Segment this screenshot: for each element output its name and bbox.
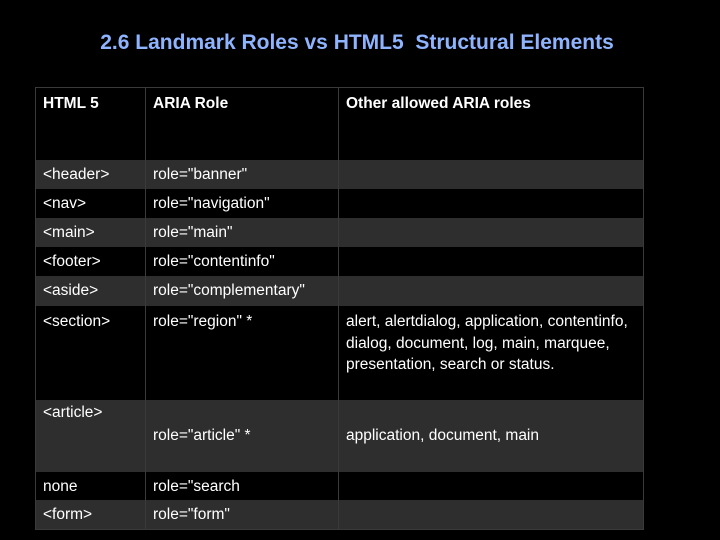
other-roles-cell: application, document, main [338,400,643,472]
header-html5: HTML 5 [43,95,99,112]
slide-title: 2.6 Landmark Roles vs HTML5 Structural Elements [100,31,614,54]
aria-role-cell: role="main" [145,218,338,247]
html5-cell: <nav> [43,195,87,212]
table-row [36,276,643,306]
aria-role-cell: role="banner" [145,160,338,189]
header-aria-role: ARIA Role [145,88,338,160]
header-other-roles: Other allowed ARIA roles [338,88,643,160]
other-roles-cell [338,247,643,276]
aria-role-cell: role="complementary" [145,276,338,306]
table-row [36,306,643,400]
html5-cell: <form> [43,506,93,523]
html5-cell: <main> [43,224,95,241]
aria-role-cell: role="search [145,472,338,500]
table-header-row [36,88,643,160]
table-row [36,218,643,247]
table-row [36,247,643,276]
aria-role-cell: role="contentinfo" [145,247,338,276]
html5-cell: <header> [43,166,110,183]
other-roles-cell [338,276,643,306]
aria-role-cell: role="article" * [145,400,338,472]
html5-cell: <article> [43,404,103,421]
html5-cell: <section> [43,313,111,330]
html5-cell: <footer> [43,253,101,270]
html5-cell: <aside> [43,282,99,299]
table-row [36,472,643,500]
aria-role-cell: role="form" [145,500,338,529]
other-roles-cell [338,472,643,500]
other-roles-cell [338,160,643,189]
landmark-table [35,87,644,530]
other-roles-cell [338,500,643,529]
other-roles-cell [338,218,643,247]
table-row [36,189,643,218]
table-row [36,500,643,529]
aria-role-cell: role="navigation" [145,189,338,218]
other-roles-cell: alert, alertdialog, application, contentinfo, dialog, document, log, main, marquee, presentation, search or status. [338,306,643,400]
aria-role-cell: role="region" * [145,306,338,400]
table-row [36,400,643,472]
other-roles-cell [338,189,643,218]
table-row [36,160,643,189]
html5-cell: none [43,478,78,495]
